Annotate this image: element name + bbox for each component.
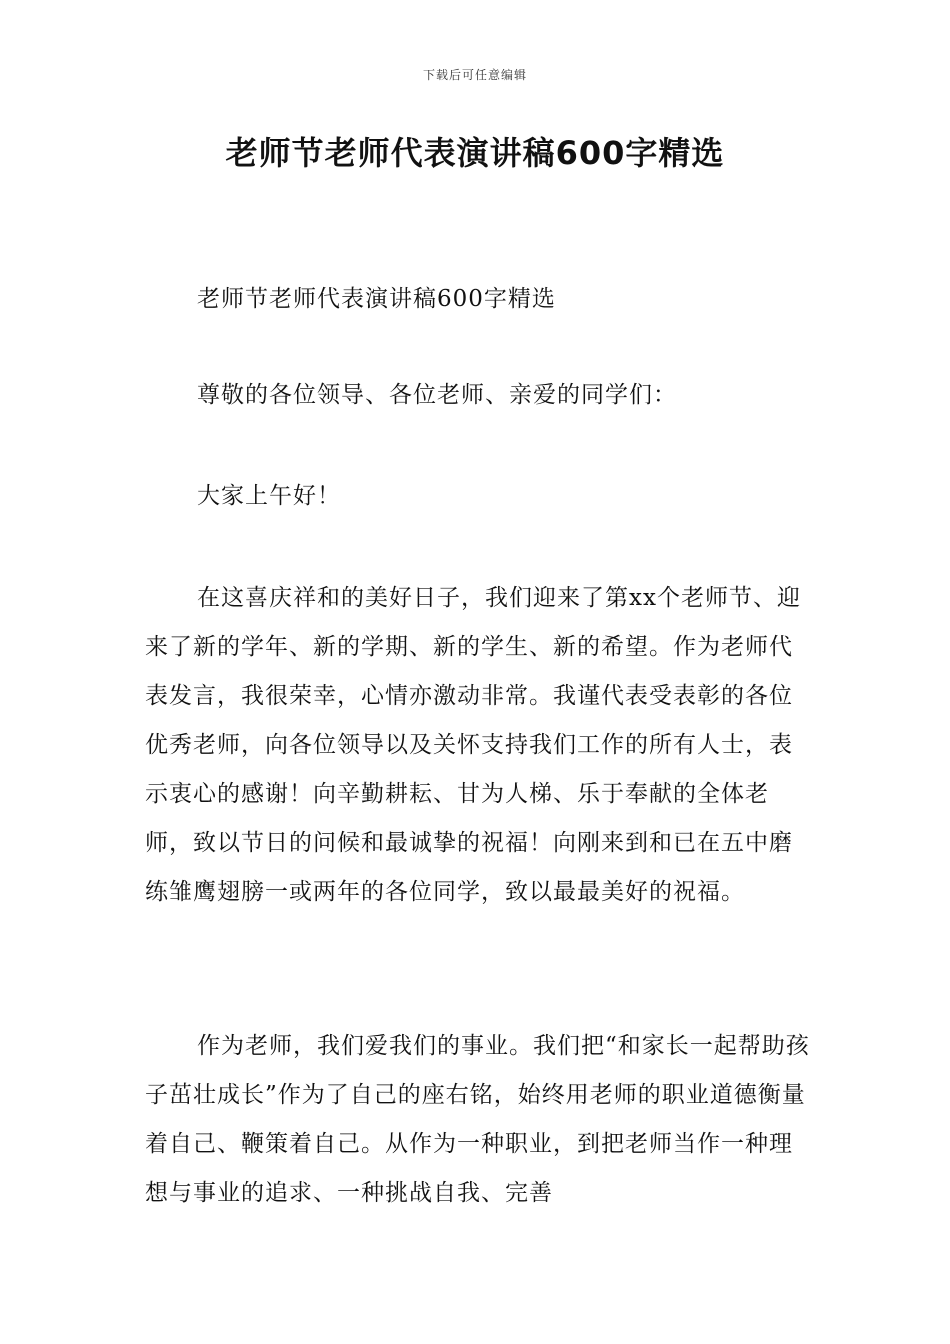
- header-note: 下载后可任意编辑: [422, 68, 527, 82]
- paragraph-salutation: 尊敬的各位领导、各位老师、亲爱的同学们：: [197, 382, 677, 408]
- paragraph-body-1: 在这喜庆祥和的美好日子，我们迎来了第xx个老师节、迎来了新的学年、新的学期、新的学生、新的希望。作为老师代表发言，我很荣幸，心情亦激动非常。我谨代表受表彰的各位优秀老师，向各位领导以及关怀支持我们工作的所有人士，表示衷心的感谢！向辛勤耕耘、甘为人梯、乐于奉献的全体老师，致以节日的问候和最诚挚的祝福！向刚来到和已在五中磨练雏鹰翅膀一或两年的各位同学，致以最最美好的祝福。: [145, 585, 801, 905]
- paragraph-body-2: 作为老师，我们爱我们的事业。我们把“和家长一起帮助孩子茁壮成长”作为了自己的座右铭，始终用老师的职业道德衡量着自己、鞭策着自己。从作为一种职业，到把老师当作一种理想与事业的追求、一种挑战自我、完善: [145, 1033, 810, 1206]
- document-title: 老师节老师代表演讲稿600字精选: [225, 134, 725, 172]
- paragraph-greeting: 大家上午好！: [197, 483, 341, 509]
- paragraph-subtitle: 老师节老师代表演讲稿600字精选: [197, 286, 556, 312]
